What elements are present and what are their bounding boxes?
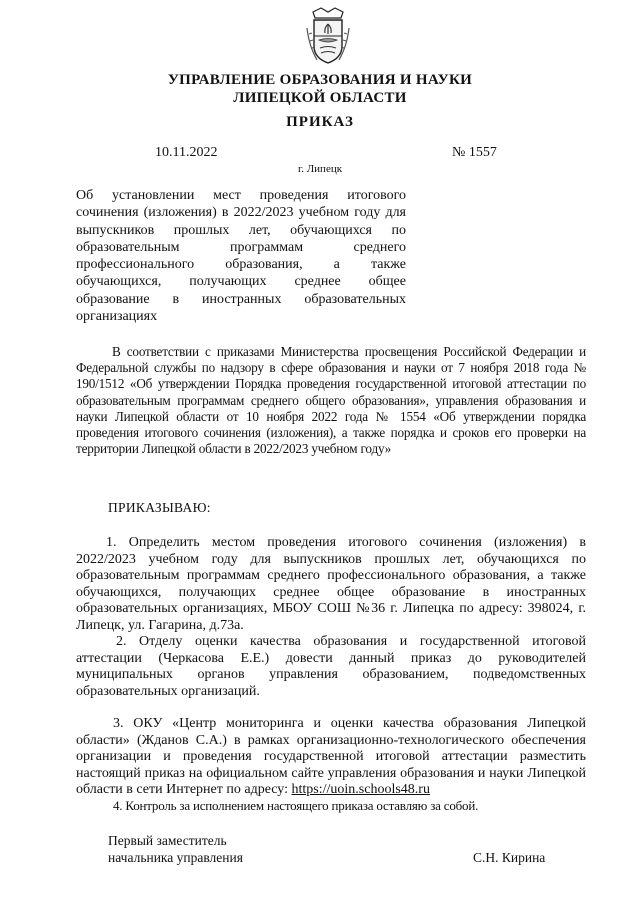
order-item-3-text: 3. ОКУ «Центр мониторинга и оценки качества образования Липецкой области» (Жданов С.А.) в рамках организационно-технологического обеспечения организации и проведения государственной итоговой аттестации разместить настоящий приказ на официальном сайте управления образования и науки Липецкой области в сети Интернет по адресу: (76, 716, 586, 798)
order-item-3 (76, 716, 586, 799)
order-item-4: 4. Контроль за исполнением настоящего приказа оставляю за собой. (113, 798, 479, 813)
document-number: № 1557 (452, 145, 497, 160)
order-item-2: 2. Отделу оценки качества образования и государственной итоговой аттестации (Черкасова Е.Е.) довести данный приказ до руководителей муниципальных органов управления образованием, подведомственных образовательных организаций. (76, 634, 586, 699)
signer-position-line1: Первый заместитель (108, 833, 227, 848)
preamble-paragraph: В соответствии с приказами Министерства просвещения Российской Федерации и Федеральной службы по надзору в сфере образования и науки от 7 ноября 2018 года № 190/1512 «Об утверждении Порядка проведения государственной итоговой аттестации по образовательным программам среднего общего образования», управления образования и науки Липецкой области от 10 ноября 2022 года № 1554 «Об утверждении порядка проведения итогового сочинения (изложения), а также порядка и сроков его проверки на территории Липецкой области в 2022/2023 учебном году» (76, 344, 586, 457)
document-date: 10.11.2022 (155, 145, 218, 160)
website-link[interactable]: https://uoin.schools48.ru (291, 782, 430, 798)
document-subject: Об установлении мест проведения итогового сочинения (изложения) в 2022/2023 учебном году для выпускников прошлых лет, обучающихся по образовательным программам среднего профессионального образования, а также обучающихся, получающих среднее общее образование в иностранных образовательных организациях (76, 188, 406, 325)
organization-name-line1: УПРАВЛЕНИЕ ОБРАЗОВАНИЯ И НАУКИ (167, 72, 473, 88)
orders-heading: ПРИКАЗЫВАЮ: (108, 500, 211, 515)
organization-name-line2: ЛИПЕЦКОЙ ОБЛАСТИ (233, 90, 407, 106)
signer-position-line2: начальника управления (108, 850, 243, 865)
document-type: ПРИКАЗ (286, 114, 354, 130)
order-item-1: 1. Определить местом проведения итогового сочинения (изложения) в 2022/2023 учебном году для выпускников прошлых лет, обучающихся по образовательным программам среднего профессионального образования, а также обучающихся, получающих среднее общее образование в иностранных образовательных организациях, МБОУ СОШ №36 г. Липецка по адресу: 398024, г. Липецк, ул. Гагарина, д.73а. (76, 535, 586, 633)
signer-name: С.Н. Кирина (473, 850, 546, 865)
document-city: г. Липецк (297, 163, 343, 175)
coat-of-arms-icon (305, 6, 351, 66)
